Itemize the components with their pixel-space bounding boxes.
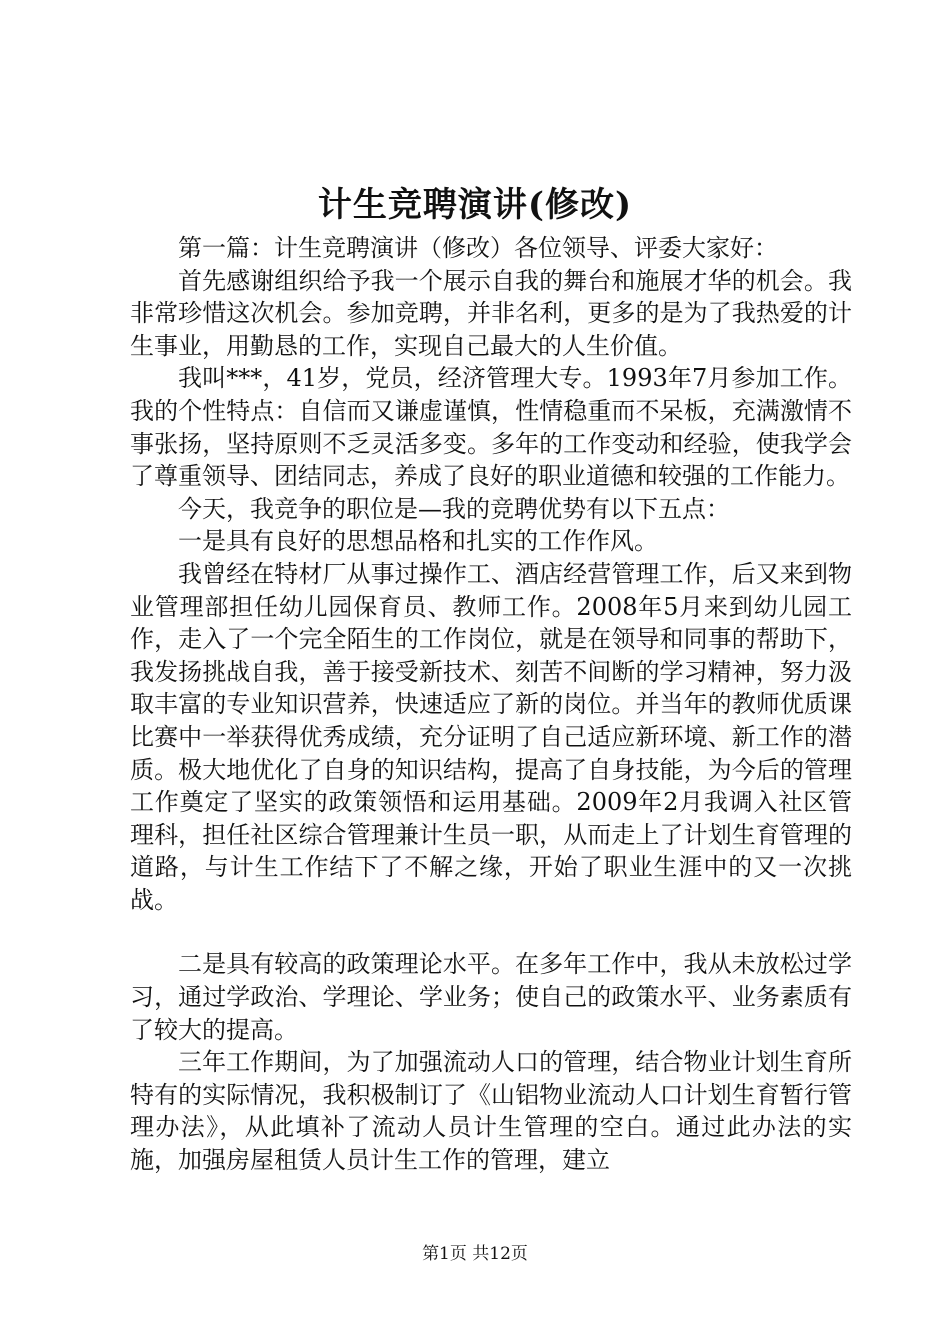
paragraph: 我曾经在特材厂从事过操作工、酒店经营管理工作，后又来到物业管理部担任幼儿园保育员、教师工作。2008年5月来到幼儿园工作，走入了一个完全陌生的工作岗位，就是在领导和同事的帮助下，我发扬挑战自我，善于接受新技术、刻苦不间断的学习精神，努力汲取丰富的专业知识营养，快速适应了新的岗位。并当年的教师优质课比赛中一举获得优秀成绩，充分证明了自己适应新环境、新工作的潜质。极大地优化了自身的知识结构，提高了自身技能，为今后的管理工作奠定了坚实的政策领悟和运用基础。2009年2月我调入社区管理科，担任社区综合管理兼计生员一职，从而走上了计划生育管理的道路，与计生工作结下了不解之缘，开始了职业生涯中的又一次挑战。 xyxy=(130,559,852,914)
paragraph: 三年工作期间，为了加强流动人口的管理，结合物业计划生育所特有的实际情况，我积极制订了《山铝物业流动人口计划生育暂行管理办法》，从此填补了流动人员计生管理的空白。通过此办法的实施，加强房屋租赁人员计生工作的管理，建立 xyxy=(130,1048,852,1175)
paragraph: 首先感谢组织给予我一个展示自我的舞台和施展才华的机会。我非常珍惜这次机会。参加竞聘，并非名利，更多的是为了我热爱的计生事业，用勤恳的工作，实现自己最大的人生价值。 xyxy=(130,266,852,360)
paragraph: 我叫***，41岁，党员，经济管理大专。1993年7月参加工作。我的个性特点：自信而又谦虚谨慎，性情稳重而不呆板，充满激情不事张扬，坚持原则不乏灵活多变。多年的工作变动和经验，使我学会了尊重领导、团结同志，养成了良好的职业道德和较强的工作能力。 xyxy=(130,364,852,491)
document-title: 计生竞聘演讲(修改) xyxy=(317,185,633,225)
page-number: 第1页 共12页 xyxy=(422,1244,528,1264)
document-body xyxy=(130,232,852,1177)
paragraph: 一是具有良好的思想品格和扎实的工作作风。 xyxy=(178,527,658,556)
paragraph: 第一篇：计生竞聘演讲（修改）各位领导、评委大家好： xyxy=(178,234,778,262)
paragraph: 二是具有较高的政策理论水平。在多年工作中，我从未放松过学习，通过学政治、学理论、学业务；使自己的政策水平、业务素质有了较大的提高。 xyxy=(130,950,852,1044)
paragraph: 今天，我竞争的职位是—我的竞聘优势有以下五点： xyxy=(178,494,730,523)
